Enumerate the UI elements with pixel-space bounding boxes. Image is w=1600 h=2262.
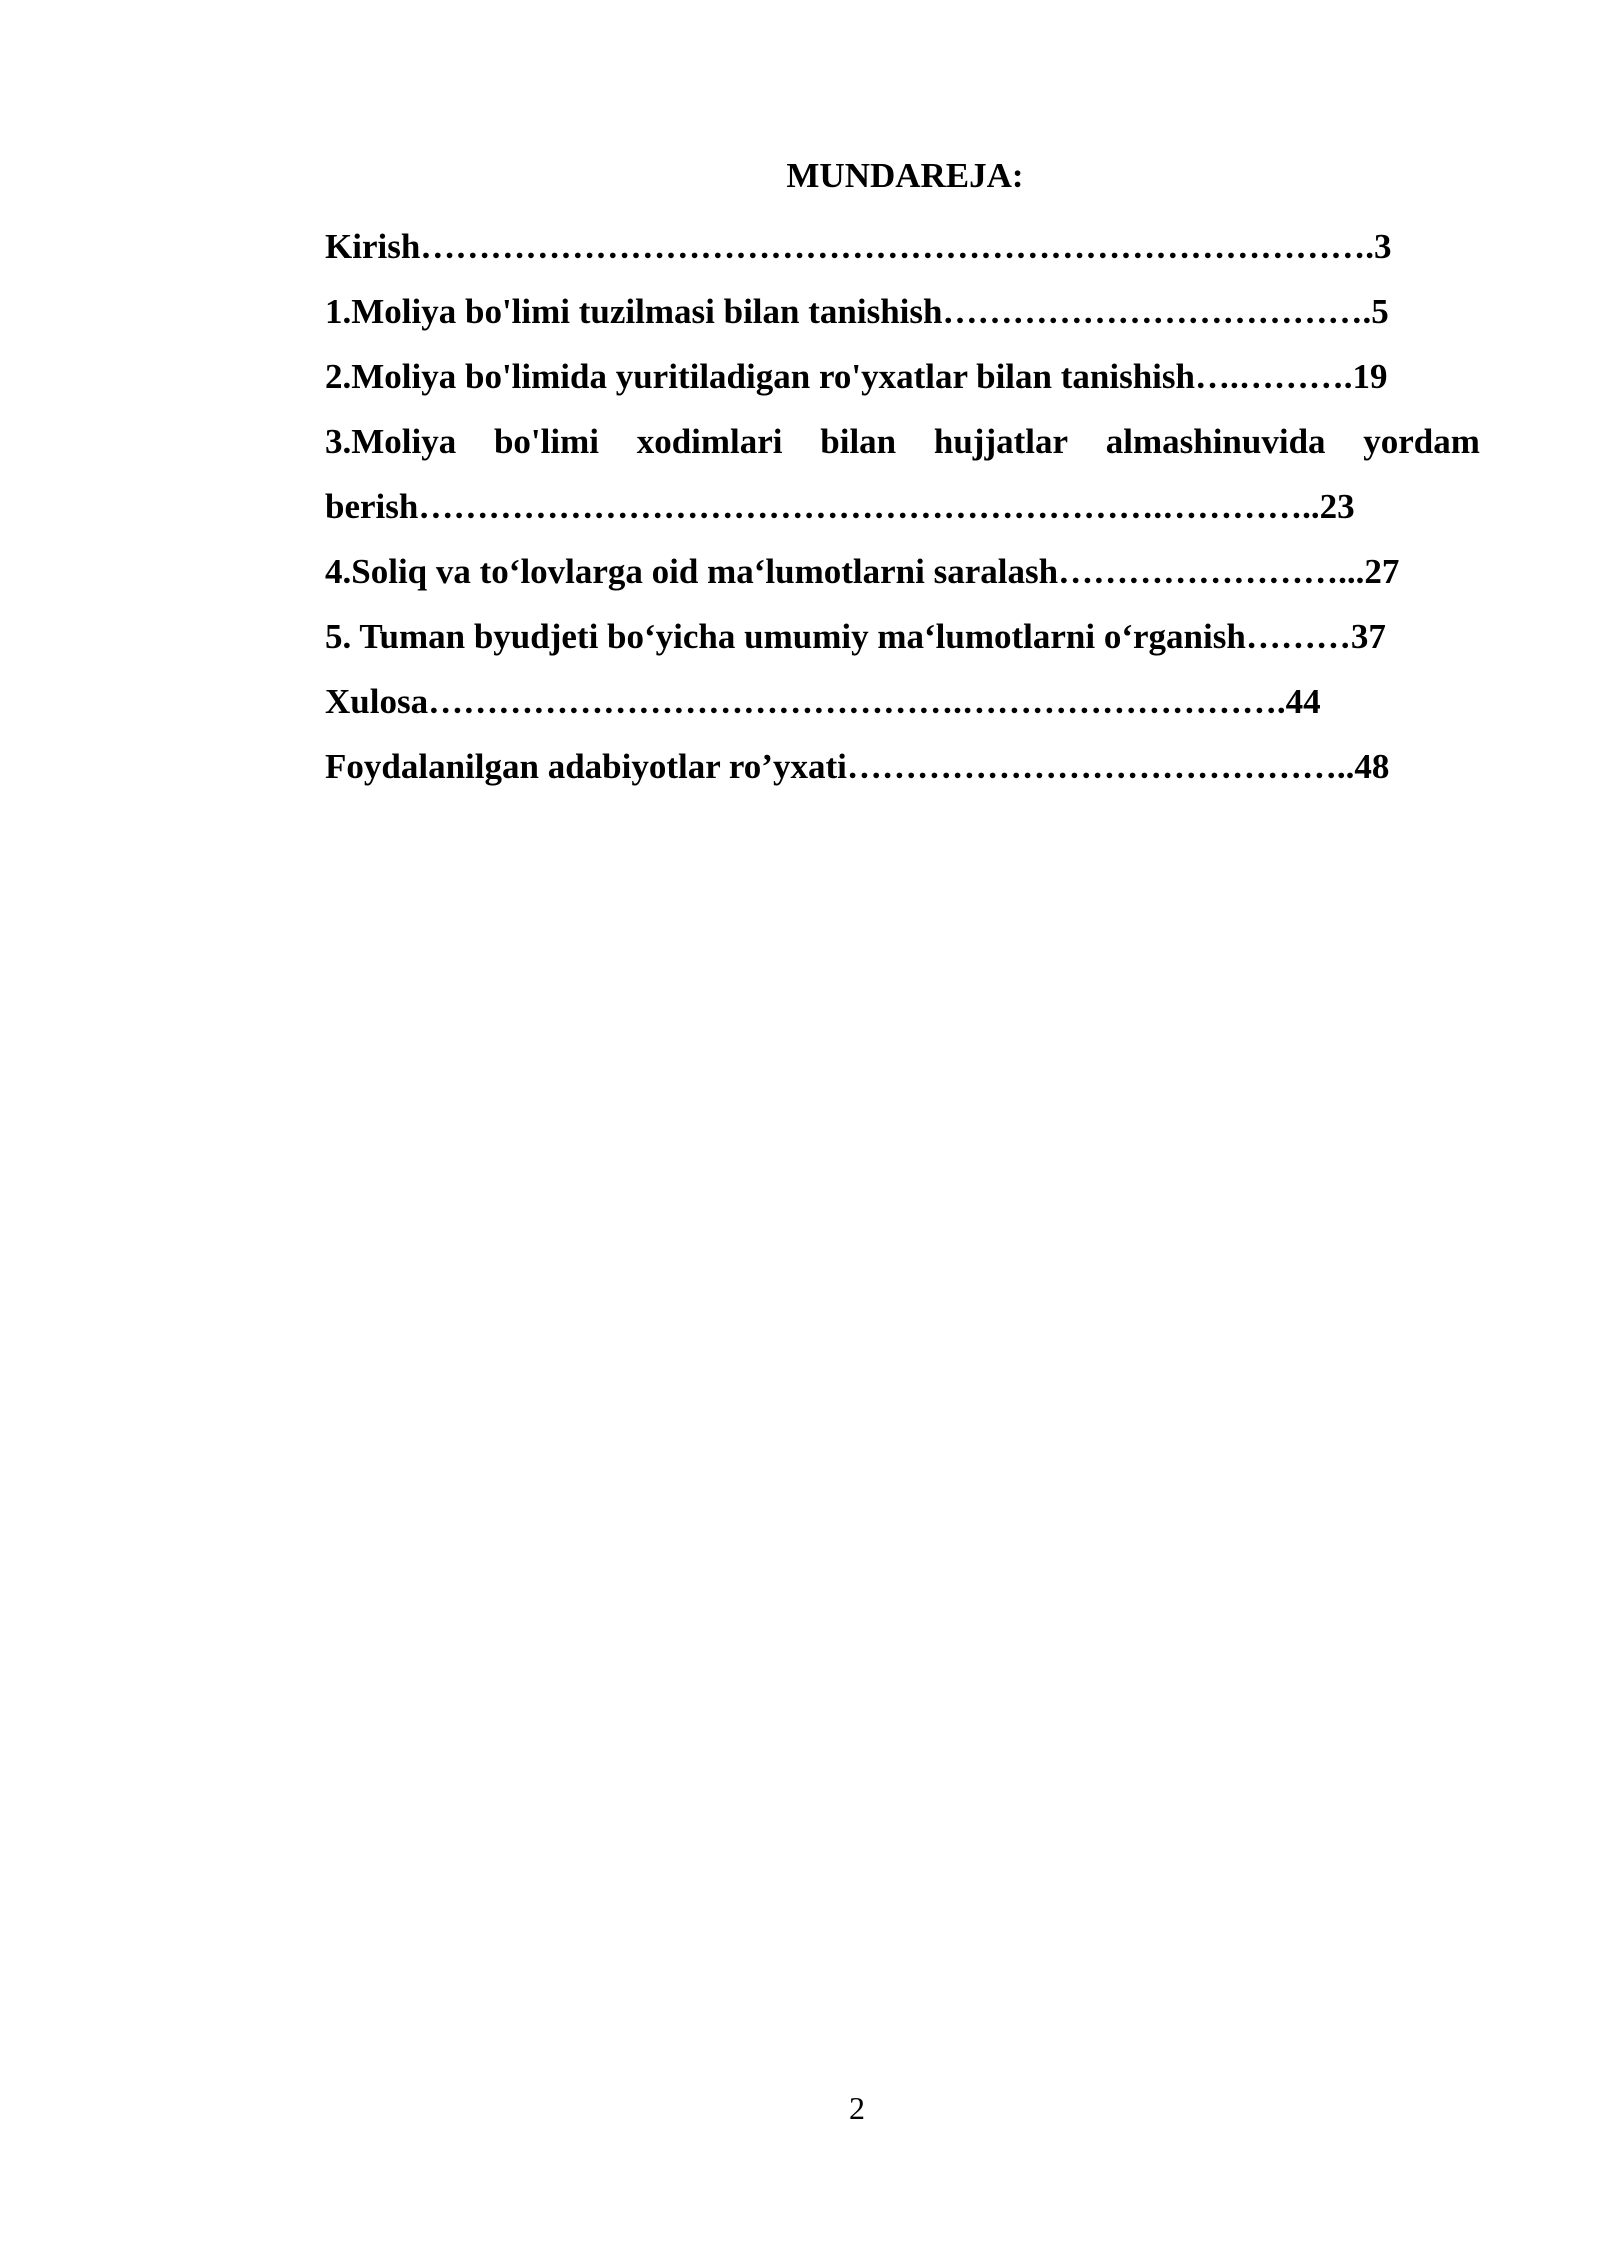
toc-word: bilan	[820, 422, 897, 461]
toc-entry-kirish[interactable]: Kirish……………………………………………………………………….3	[325, 227, 1392, 266]
toc-word: 3.Moliya	[325, 422, 457, 461]
toc-entry-section-2[interactable]: 2.Moliya bo'limida yuritiladigan ro'yxatlar bilan tanishish….……….19	[325, 357, 1388, 396]
toc-word: bo'limi	[493, 422, 599, 461]
toc-word: xodimlari	[636, 422, 783, 461]
toc-entry-section-3-line-2[interactable]: berish……………………………………………………….…………..23	[325, 487, 1355, 526]
table-of-contents	[325, 214, 1480, 799]
toc-word: hujjatlar	[933, 422, 1069, 461]
toc-entry-adabiyotlar[interactable]: Foydalanilgan adabiyotlar ro’yxati……………………………………..48	[325, 747, 1390, 786]
toc-word: almashinuvida	[1105, 422, 1326, 461]
toc-entry-section-4[interactable]: 4.Soliq va to‘lovlarga oid ma‘lumotlarni saralash……………………...27	[325, 552, 1400, 591]
toc-heading: MUNDAREJA:	[786, 156, 1024, 195]
toc-entry-xulosa[interactable]: Xulosa……………………………………….……………………….44	[325, 682, 1321, 721]
toc-entry-section-3-line-1[interactable]	[325, 409, 1480, 474]
toc-word: yordam	[1363, 422, 1480, 461]
toc-entry-section-5[interactable]: 5. Tuman byudjeti bo‘yicha umumiy ma‘lumotlarni o‘rganish………37	[325, 617, 1386, 656]
toc-entry-section-1[interactable]: 1.Moliya bo'limi tuzilmasi bilan tanishish……………………………….5	[325, 292, 1389, 331]
page-number: 2	[849, 2090, 865, 2126]
